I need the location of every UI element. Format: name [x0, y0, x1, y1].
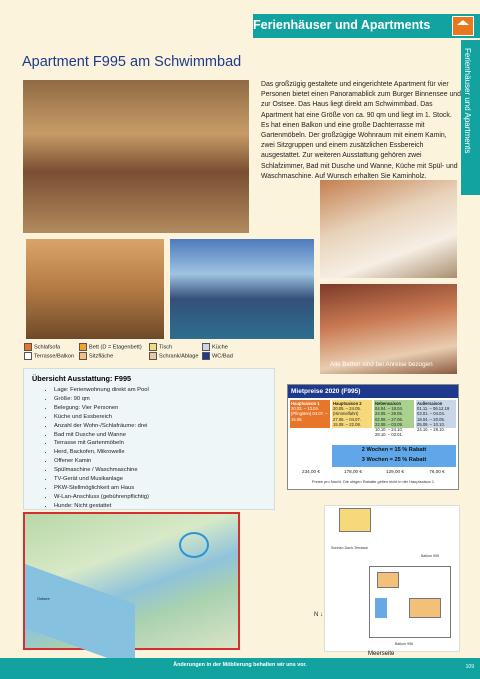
house-logo-icon [452, 16, 474, 36]
page-header [0, 0, 480, 40]
price-heading: Mietpreise 2020 (F995) [288, 385, 458, 398]
pool-photo [170, 239, 314, 339]
floorplan [324, 505, 460, 652]
bathroom-photo [26, 239, 164, 339]
list-item: • Hunde: Nicht gestattet [54, 502, 159, 511]
location-marker-icon [179, 532, 209, 558]
sidebar-label: Ferienhäuser und Apartments [463, 48, 472, 154]
floorplan-label: Balkon 995 [421, 554, 439, 558]
season-cell: Hauptsaison 2 20.05. – 24.05. (Himmelfahrt) 27.06. – 04.07. 15.08. – 22.08. [332, 400, 372, 428]
living-room-photo [23, 80, 249, 233]
price-note: Preise pro Nacht. Die obigen Rabatte gelten nicht in der Hauptsaison 1 [311, 479, 435, 484]
footer-note: Änderungen in der Möblierung behalten wir uns vor. [173, 662, 307, 668]
photo-caption: Alle Betten sind bei Anreise bezogen [330, 361, 433, 368]
floorplan-label: Sonnen-Dach-Terrasse [331, 546, 368, 550]
bedroom-photo [320, 284, 457, 374]
list-item: • Belegung: Vier Personen [54, 404, 159, 413]
location-map [23, 512, 240, 650]
page-number: 109 [465, 664, 474, 670]
season-cell: Hauptsaison 1 20.03. – 13.04. (Pfingsten) 04.07. – 15.08. [290, 400, 330, 428]
section-title-band [253, 14, 480, 38]
overview-heading: Übersicht Ausstattung: F995 [32, 374, 132, 383]
discount-box: 2 Wochen = 15 % Rabatt 3 Wochen = 25 % Rabatt [332, 445, 456, 467]
list-item: • Lage: Ferienwohnung direkt am Pool [54, 386, 159, 395]
list-item: • Terrasse mit Gartenmöbeln [54, 439, 159, 448]
map-label: Ostsee [37, 596, 50, 601]
bathroom-area [375, 598, 387, 618]
season-cell: Nebensaison 04.04. – 18.04. 24.05. – 29.05. 02.06. – 27.06. 22.08. – 03.09. 10.10. – 24.10. 28.10. – 03.01. [374, 400, 414, 428]
equipment-list [44, 386, 159, 520]
legend-item: Bett (D = Etagenbett) [79, 343, 142, 351]
price-value: 76,00 € [429, 469, 445, 474]
description: Das großzügig gestaltete und eingerichtete Apartment für vier Personen bietet einen Panoramablick zum Burger Binnensee und zur Ostsee. Das Haus liegt direkt am Schwimmbad. Das Apartment hat eine Größe von ca. 90 qm und liegt im 1. Stock. Es hat einen Balkon und eine große Dachterrasse mit Gartenmöbeln. Der großzügige Wohnraum mit einem Kamin, zwei Sitzgruppen und einem zusätzlichen Essbereich ausgestattet. Zur weiteren Ausstattung gehören zwei Schlafzimmer, Bad mit Dusche und Wanne, Küche mit Spül- und Waschmaschine. Auf Wunsch erhalten Sie Kaminholz. [261, 81, 461, 180]
kitchen-photo [320, 180, 457, 278]
page-title: Apartment F995 am Schwimmbad [22, 54, 242, 70]
section-title: Ferienhäuser und Apartments [253, 18, 431, 32]
sea-side-label: Meerseite [368, 651, 395, 657]
list-item: • Küche und Essbereich [54, 413, 159, 422]
price-value: 129,00 € [386, 469, 404, 474]
legend-item: Küche [202, 343, 228, 351]
list-item: • PKW-Stellmöglichkeit am Haus [54, 484, 159, 493]
list-item: • Spülmaschine / Waschmaschine [54, 466, 159, 475]
list-item: • Größe: 90 qm [54, 395, 159, 404]
equipment-overview [23, 368, 275, 510]
price-table [287, 384, 459, 490]
price-value: 178,00 € [344, 469, 362, 474]
legend-item: Tisch [149, 343, 172, 351]
legend-item: Schrank/Ablage [149, 352, 199, 360]
page-footer [0, 658, 480, 679]
furniture [377, 572, 399, 588]
legend-item: Sitzfläche [79, 352, 113, 360]
north-arrow-icon: N ↓ [314, 612, 323, 618]
list-item: • TV-Gerät und Musikanlage [54, 475, 159, 484]
list-item: • Bad mit Dusche und Wanne [54, 431, 159, 440]
floorplan-label: Balkon 996 [395, 642, 413, 646]
furniture [409, 598, 441, 618]
sidebar-tab [461, 40, 480, 195]
list-item: • Anzahl der Wohn-/Schlafräume: drei [54, 422, 159, 431]
legend-item: WC/Bad [202, 352, 233, 360]
price-value: 234,00 € [302, 469, 320, 474]
map-sea [25, 564, 135, 668]
list-item: • Offener Kamin [54, 457, 159, 466]
legend-item: Terrasse/Balkon [24, 352, 74, 360]
legend-item: Schlafsofa [24, 343, 60, 351]
list-item: • Herd, Backofen, Mikrowelle [54, 448, 159, 457]
list-item: • W-Lan-Anschluss (gebührenpflichtig) [54, 493, 159, 502]
terrace-area [339, 508, 371, 532]
season-cell: Außersaison 01.11. – 06.12.19 03.01. – 04.04. 18.04. – 20.05. 05.09. – 10.10. 24.10. – 28.10. [416, 400, 456, 428]
